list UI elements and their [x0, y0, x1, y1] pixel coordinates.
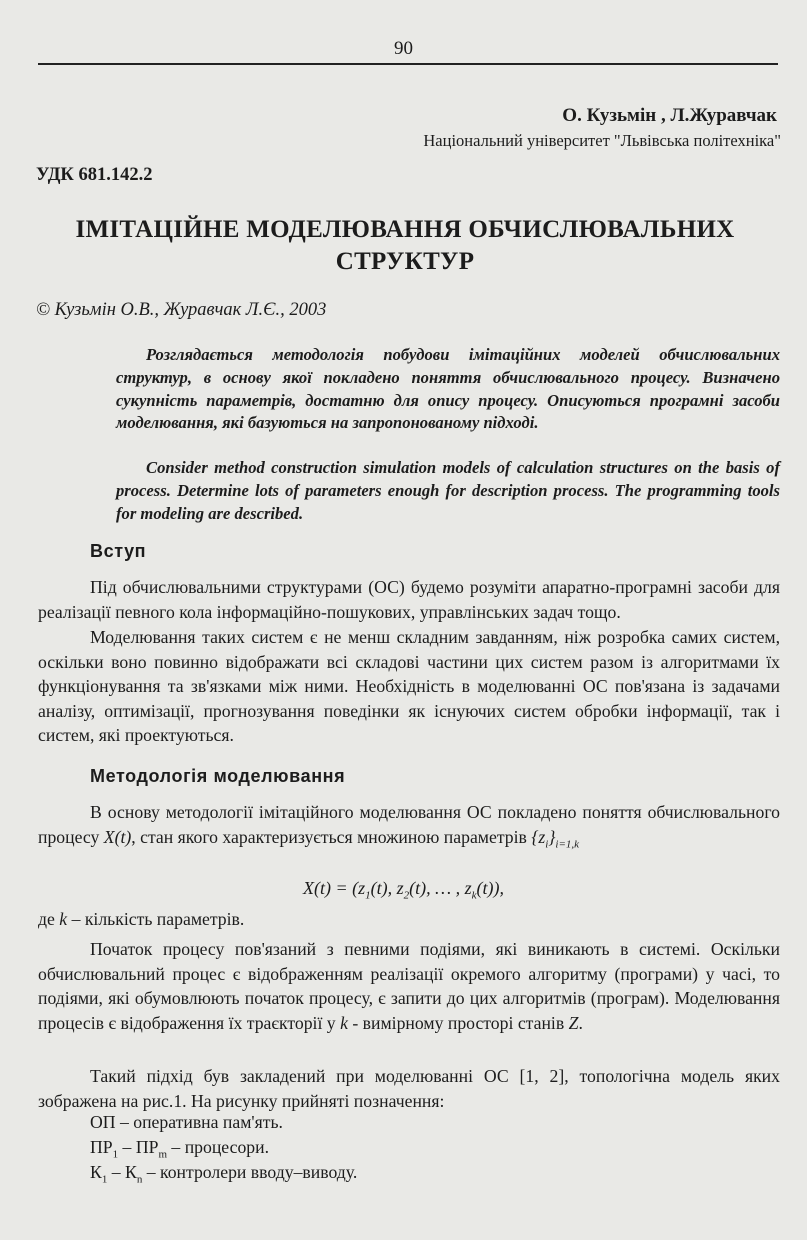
process-variable: X(t): [103, 826, 132, 847]
method-paragraph-2: Початок процесу пов'язаний з певними подіями, які виникають в системі. Оскільки обчислювальний процес є відображенням реалізації окремого алгоритму (програми) у часі, то подіями, які обумовлюють початок процесу, є запити до цих алгоритмів (програм). Моделювання процесів є відображення їх траєкторії у k - вимірному просторі станів Z.: [38, 939, 780, 1033]
abstract-ukrainian: Розглядається методологія побудови імітаційних моделей обчислювальних структур, в основу якої покладено поняття обчислювального процесу. Визначено сукупність параметрів, достатню для опису процесу. Описуються програмні засоби моделювання, які базуються на запропонованому підході.: [116, 345, 780, 433]
affiliation: Національний університет "Львівська політехніка": [423, 131, 781, 150]
legend-memory: ОП – оперативна пам'ять.: [90, 1112, 283, 1132]
page-number: 90: [394, 38, 413, 59]
process-formula: $X(t) = (z_1(t)$, $z_2(t)$, … , $z_k(t)$),: [302, 878, 505, 902]
abstract-english: Consider method construction simulation models of calculation structures on the basis of process. Determine lots of parameters enough for description process. The programming tools for modeling are described.: [116, 458, 780, 523]
parameter-set: $\{z_i\}_{i=1,k}$: [531, 826, 580, 851]
authors: О. Кузьмін , Л.Журавчак: [562, 105, 777, 126]
method-paragraph-3: Такий підхід був закладений при моделюванні ОС [1, 2], топологічна модель яких зображена на рис.1. На рисунку прийняті позначення:: [38, 1066, 780, 1111]
intro-paragraph-2: Моделювання таких систем є не менш складним завданням, ніж розробка самих систем, оскільки воно повинно відображати всі складові частини цих систем разом із алгоритмами їх функціонування та зв'язками між ними. Необхідність в моделюванні ОС пов'язана із задачами аналізу, оптимізації, прогнозування поведінки як існуючих систем обробки інформації, так і систем, які проектуються.: [38, 627, 780, 745]
legend-controllers: $К_1 - К_n$ – контролери вводу–виводу.: [90, 1162, 358, 1186]
legend-processors: $ПР_1 - ПР_m$ – процесори.: [90, 1137, 270, 1161]
title-line-1: ІМІТАЦІЙНЕ МОДЕЛЮВАННЯ ОБЧИСЛЮВАЛЬНИХ: [75, 216, 735, 243]
method-paragraph-1: В основу методології імітаційного моделювання ОС покладено поняття обчислювального процесу X(t), стан якого характеризується множиною параметрів $\{z_i\}_{i=1,k}$: [38, 802, 780, 851]
udk-code: УДК 681.142.2: [36, 165, 153, 185]
title-line-2: СТРУКТУР: [335, 248, 475, 275]
copyright: © Кузьмін О.В., Журавчак Л.Є., 2003: [36, 300, 327, 320]
section-heading-methodology: Методологія моделювання: [90, 766, 346, 786]
section-heading-intro: Вступ: [90, 541, 147, 561]
paper-title: [30, 214, 780, 278]
formula-explanation: де k – кількість параметрів.: [38, 909, 245, 929]
intro-paragraph-1: Під обчислювальними структурами (ОС) будемо розуміти апаратно-програмні засоби для реалізації певного кола інформаційно-пошукових, управлінських задач тощо.: [38, 577, 780, 622]
header-rule: [38, 63, 778, 65]
